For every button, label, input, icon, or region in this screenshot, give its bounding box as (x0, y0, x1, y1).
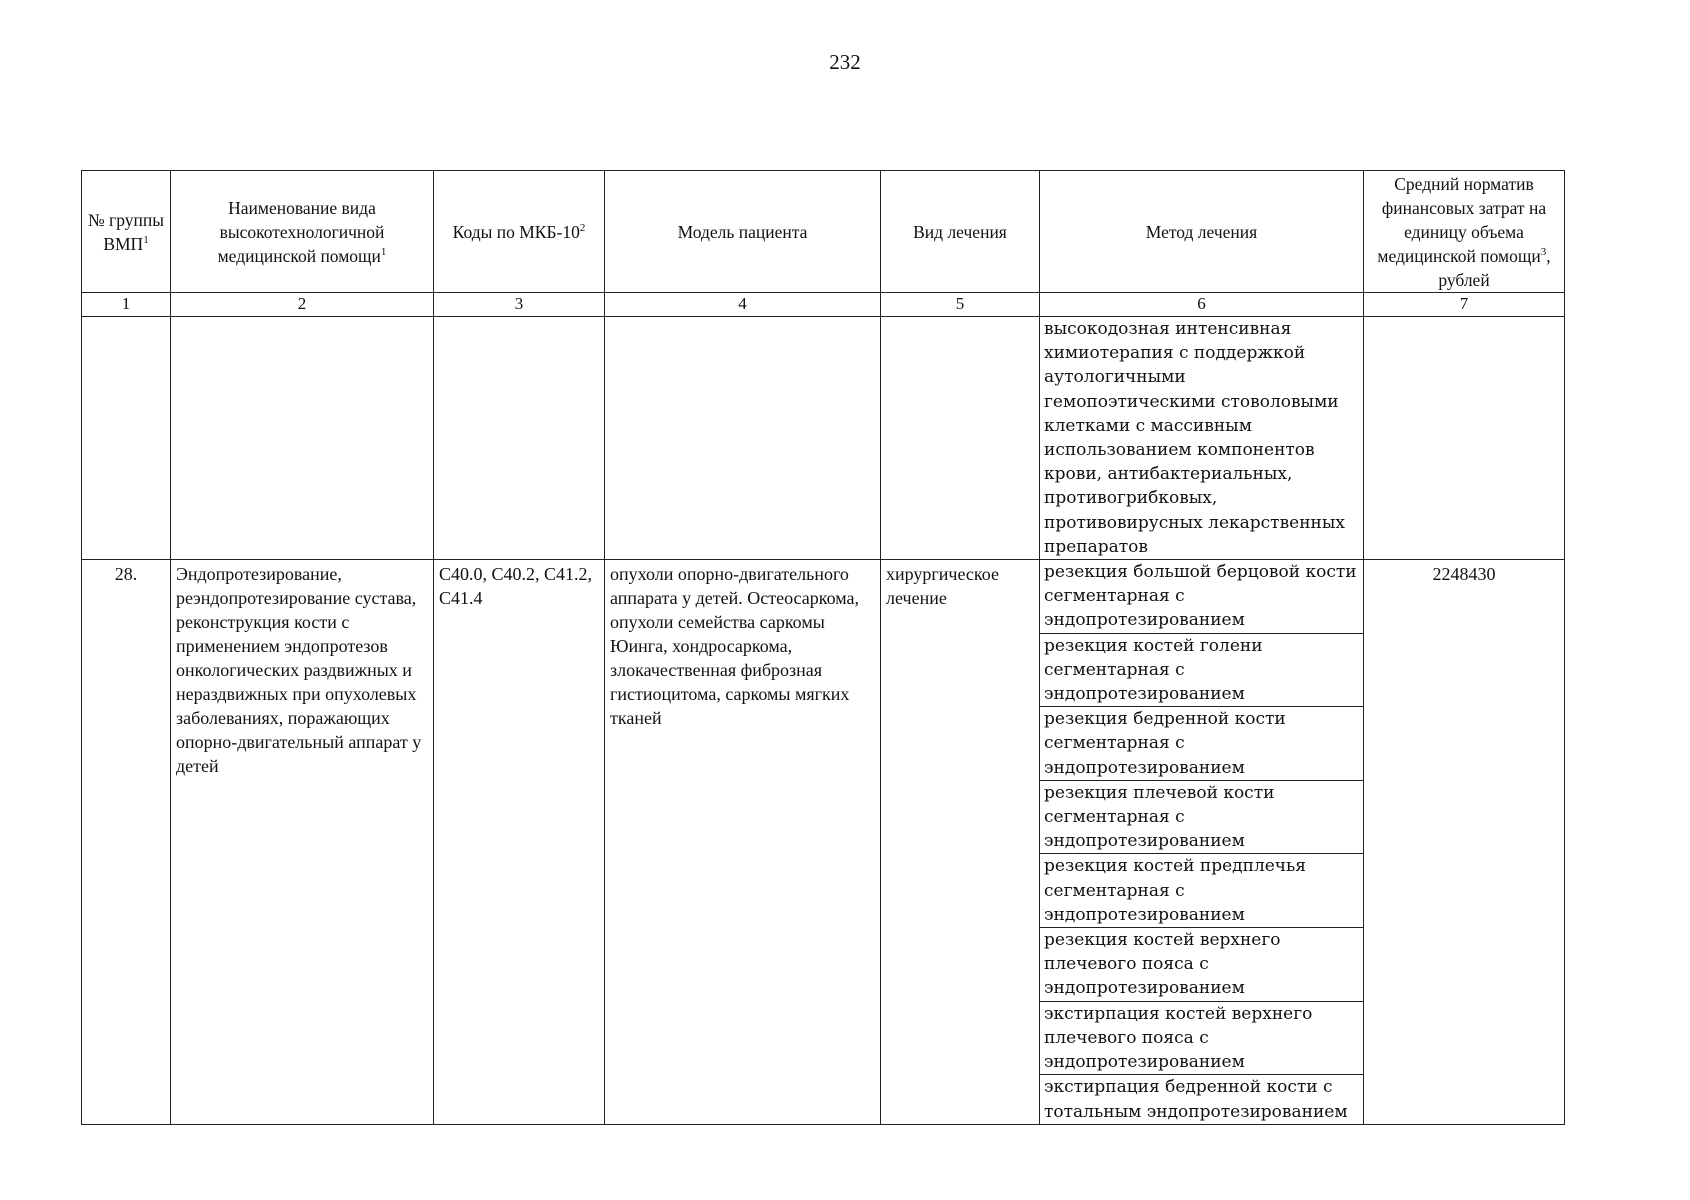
treatment-method-item: резекция бедренной кости сегментарная с эндопротезированием (1040, 707, 1363, 781)
treatment-method-item: резекция большой берцовой кости сегментарная с эндопротезированием (1040, 560, 1363, 634)
header-icd-codes: Коды по МКБ-$10^2$ (434, 171, 605, 293)
header-cost-standard: Средний норматив финансовых затрат на единицу объема медицинской помощи$^3$, рублей (1364, 171, 1565, 293)
empty-cell (1364, 317, 1565, 560)
empty-cell (171, 317, 434, 560)
empty-cell (881, 317, 1040, 560)
column-number: 2 (171, 293, 434, 317)
cost-cell (1364, 560, 1565, 1125)
column-number: 7 (1364, 293, 1565, 317)
care-type-name: Эндопротезирование, реэндопротезирование сустава, реконструкция кости с применением эндопротезов онкологических раздвижных и нераздвижных при опухолевых заболеваниях, поражающих опорно-двигательный аппарат у детей (176, 564, 422, 777)
column-number: 4 (605, 293, 881, 317)
empty-cell (605, 317, 881, 560)
patient-model-cell (605, 560, 881, 1125)
icd-codes-cell (434, 560, 605, 1125)
group-number-cell (82, 560, 171, 1125)
treatment-method-item: резекция плечевой кости сегментарная с эндопротезированием (1040, 781, 1363, 855)
header-group-number: № группы ВМП$^1$ (82, 171, 171, 293)
header-patient-model: Модель пациента (605, 171, 881, 293)
treatment-method-cell (1040, 317, 1364, 560)
empty-cell (434, 317, 605, 560)
treatment-type: хирургическое лечение (886, 564, 999, 609)
column-number: 1 (82, 293, 171, 317)
column-number: 5 (881, 293, 1040, 317)
group-number: 28. (114, 564, 138, 585)
column-number: 6 (1040, 293, 1364, 317)
table-row-continued (82, 317, 1565, 560)
table-header-row (82, 171, 1565, 293)
header-care-type-name: Наименование вида высокотехнологичной медицинской помощи$^1$ (171, 171, 434, 293)
treatment-method-text: высокодозная интенсивная химиотерапия с поддержкой аутологичными гемопоэтическими стоволовыми клетками с массивным использованием компонентов крови, антибактериальных, противогрибковых, противовирусных лекарственных препаратов (1044, 319, 1345, 557)
table-row-28 (82, 560, 1565, 1125)
header-treatment-method: Метод лечения (1040, 171, 1364, 293)
column-number: 3 (434, 293, 605, 317)
treatment-method-item: резекция костей предплечья сегментарная с эндопротезированием (1040, 854, 1363, 928)
vmp-table (81, 170, 1565, 1125)
care-type-name-cell (171, 560, 434, 1125)
treatment-method-item: резекция костей верхнего плечевого пояса с эндопротезированием (1040, 928, 1363, 1002)
treatment-method-item: экстирпация бедренной кости с тотальным эндопротезированием (1044, 1077, 1348, 1122)
treatment-method-item: экстирпация костей верхнего плечевого пояса с эндопротезированием (1040, 1002, 1363, 1076)
treatment-method-item: резекция костей голени сегментарная с эндопротезированием (1040, 634, 1363, 708)
cost-value: 2248430 (1432, 564, 1496, 585)
column-numbers-row (82, 293, 1565, 317)
header-treatment-type: Вид лечения (881, 171, 1040, 293)
patient-model: опухоли опорно-двигательного аппарата у детей. Остеосаркома, опухоли семейства саркомы Юинга, хондросаркома, злокачественная фиброзная гистиоцитома, саркомы мягких тканей (610, 564, 859, 729)
treatment-type-cell (881, 560, 1040, 1125)
treatment-methods-cell (1040, 560, 1364, 1125)
empty-cell (82, 317, 171, 560)
icd-codes: C40.0, C40.2, C41.2, C41.4 (439, 564, 593, 609)
page-number: 232 (829, 50, 861, 74)
